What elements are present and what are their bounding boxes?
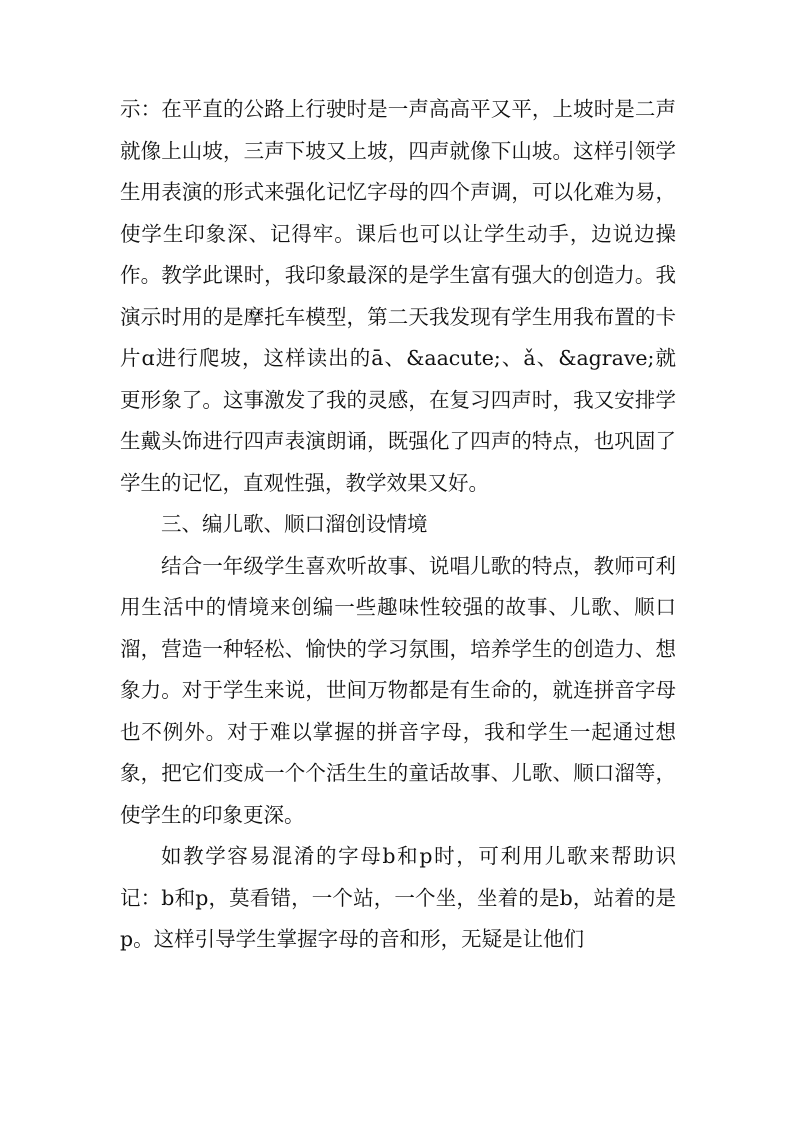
body-text xyxy=(120,89,676,961)
paragraph: 如教学容易混淆的字母b和p时，可利用儿歌来帮助识记：b和p，莫看错，一个站，一个坐，坐着的是b，站着的是p。这样引导学生掌握字母的音和形，无疑是让他们 xyxy=(120,844,676,951)
paragraph: 结合一年级学生喜欢听故事、说唱儿歌的特点，教师可利用生活中的情境来创编一些趣味性较强的故事、儿歌、顺口溜，营造一种轻松、愉快的学习氛围，培养学生的创造力、想象力。对于学生来说，世间万物都是有生命的，就连拼音字母也不例外。对于难以掌握的拼音字母，我和学生一起通过想象，把它们变成一个个活生生的童话故事、儿歌、顺口溜等，使学生的印象更深。 xyxy=(120,553,676,827)
paragraph-continuation: 示：在平直的公路上行驶时是一声高高平又平，上坡时是二声就像上山坡，三声下坡又上坡，四声就像下山坡。这样引领学生用表演的形式来强化记忆字母的四个声调，可以化难为易，使学生印象深、记得牢。课后也可以让学生动手，边说边操作。教学此课时，我印象最深的是学生富有强大的创造力。我演示时用的是摩托车模型，第二天我发现有学生用我布置的卡片ɑ进行爬坡，这样读出的ā、&aacute;、ǎ、&agrave;就更形象了。这事激发了我的灵感，在复习四声时，我又安排学生戴头饰进行四声表演朗诵，既强化了四声的特点，也巩固了学生的记忆，直观性强，教学效果又好。 xyxy=(120,97,676,495)
section-heading: 三、编儿歌、顺口溜创设情境 xyxy=(161,512,428,536)
